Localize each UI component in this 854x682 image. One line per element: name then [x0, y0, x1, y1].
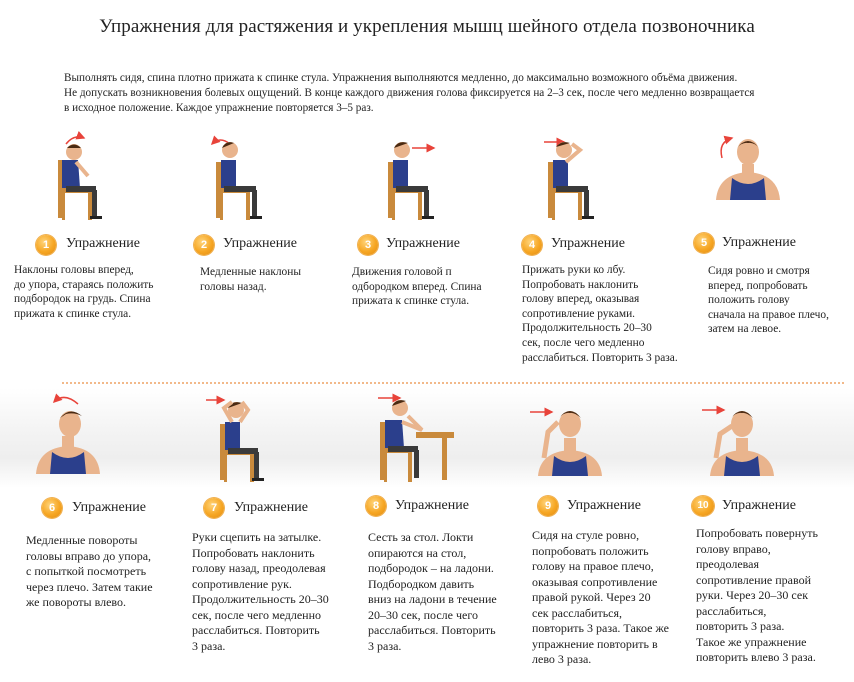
exercise-description: [200, 265, 301, 294]
exercise-3-illustration: [378, 130, 458, 225]
exercise-description: [532, 528, 669, 668]
description-line: сопротивление правой: [696, 572, 812, 587]
exercise-4-illustration: [534, 128, 614, 225]
description-line: правой рукой. Через 20: [532, 590, 651, 604]
exercise-description: [14, 263, 153, 321]
exercise-10-illustration: [702, 398, 782, 478]
description-line: Сидя ровно и смотря: [708, 265, 810, 277]
description-line: через плечо. Затем такие: [26, 579, 153, 594]
description-line: преодолевая: [696, 557, 760, 571]
description-line: Сидя на стуле ровно,: [532, 528, 640, 542]
description-line: лево 3 раза.: [532, 652, 592, 666]
description-line: голову вперед, оказывая: [522, 293, 640, 306]
exercise-heading: Упражнение: [567, 498, 641, 513]
description-line: подбородок – на ладони.: [368, 561, 494, 575]
description-line: руки. Через 20–30 сек: [696, 588, 809, 602]
description-line: Попробовать повернуть: [696, 526, 818, 540]
description-line: одбородком вперед. Спина: [352, 280, 482, 293]
description-line: сек расслабиться,: [532, 605, 623, 620]
description-line: Подбородком давить: [368, 576, 475, 591]
description-line: Наклоны головы вперед,: [14, 264, 134, 276]
exercise-heading: Упражнение: [551, 236, 625, 251]
description-line: Медленные повороты: [26, 533, 138, 547]
exercise-number-badge: 4: [522, 235, 542, 255]
description-line: повторить 3 раза. Такое же: [532, 621, 669, 635]
description-line: голову на правое плечо,: [532, 559, 654, 573]
exercise-heading: Упражнение: [234, 500, 308, 515]
exercise-heading: Упражнение: [722, 498, 796, 513]
intro-line: в исходное положение. Каждое упражнение повторяется 3–5 раз.: [64, 102, 374, 114]
description-line: Попробовать наклонить: [192, 545, 315, 560]
description-line: Сесть за стол. Локти: [368, 530, 474, 544]
description-line: упражнение повторить в: [532, 636, 658, 651]
exercise-heading: Упражнение: [395, 498, 469, 513]
exercise-description: [368, 530, 497, 654]
description-line: повторить 3 раза.: [696, 619, 785, 633]
description-line: попробовать положить: [532, 543, 649, 558]
description-line: прижата к спинке стула.: [352, 295, 470, 308]
description-line: Прижать руки ко лбу.: [522, 264, 626, 276]
exercise-heading: Упражнение: [223, 236, 297, 251]
exercise-number-badge: 1: [36, 235, 56, 255]
description-line: Продолжительность 20–30: [192, 592, 329, 606]
exercise-number-badge: 6: [42, 498, 62, 518]
description-line: затем на левое.: [708, 323, 782, 336]
exercise-number-badge: 3: [358, 235, 378, 255]
description-line: 3 раза.: [368, 638, 402, 653]
exercise-number-badge: 9: [538, 496, 558, 516]
description-line: сначала на правое плечо,: [708, 308, 829, 321]
description-line: расслабиться. Повторить 3 раза.: [522, 351, 678, 364]
exercise-description: [352, 265, 482, 309]
description-line: до упора, стараясь положить: [14, 278, 154, 291]
description-line: Руки сцепить на затылке.: [192, 530, 322, 544]
description-line: головы вправо до упора,: [26, 548, 152, 563]
description-line: Движения головой п: [352, 266, 452, 278]
exercise-number-badge: 7: [204, 498, 224, 518]
description-line: сопротивление рук.: [192, 576, 292, 591]
description-line: Такое же упражнение: [696, 634, 807, 649]
description-line: оказывая сопротивление: [532, 574, 658, 589]
exercise-9-illustration: [528, 398, 608, 478]
description-line: голову назад, преодолевая: [192, 561, 326, 575]
exercise-number-badge: 8: [366, 496, 386, 516]
description-line: Медленные наклоны: [200, 266, 301, 278]
description-line: же повороты влево.: [26, 595, 127, 609]
intro-text: [64, 71, 824, 116]
description-line: расслабиться,: [696, 603, 767, 618]
page-title: Упражнения для растяжения и укрепления мышц шейного отдела позвоночника: [99, 16, 755, 37]
description-line: опираются на стол,: [368, 545, 467, 560]
exercise-heading: Упражнение: [386, 236, 460, 251]
exercise-2-illustration: [200, 130, 280, 225]
exercise-number-badge: 10: [692, 496, 714, 516]
dotted-divider: [62, 382, 844, 384]
exercise-7-illustration: [200, 388, 280, 486]
description-line: сопротивление руками.: [522, 307, 636, 320]
description-line: 3 раза.: [192, 638, 226, 653]
exercise-heading: Упражнение: [72, 500, 146, 515]
description-line: Продолжительность 20–30: [522, 322, 652, 335]
description-line: сек, после чего медленно: [192, 607, 321, 622]
exercise-6-illustration: [30, 390, 110, 476]
exercise-description: [26, 533, 153, 611]
description-line: расслабиться. Повторить: [368, 623, 496, 637]
description-line: подбородок на грудь. Спина: [14, 293, 151, 306]
exercise-5-illustration: [708, 130, 788, 202]
description-line: голову вправо,: [696, 541, 771, 556]
description-line: 20–30 сек, после чего: [368, 607, 478, 622]
exercise-description: [192, 530, 329, 654]
exercise-number-badge: 2: [194, 235, 214, 255]
exercise-heading: Упражнение: [66, 236, 140, 251]
description-line: сек, после чего медленно: [522, 336, 645, 349]
exercise-number-badge: 5: [694, 233, 714, 253]
description-line: положить голову: [708, 294, 790, 307]
description-line: прижата к спинке стула.: [14, 307, 132, 320]
intro-line: Не допускать возникновения болевых ощущений. В конце каждого движения голова фиксируется на 2–3 сек, после чего медленно возвращается: [64, 87, 755, 99]
exercise-8-illustration: [372, 388, 456, 486]
description-line: головы назад.: [200, 280, 267, 293]
description-line: вперед, попробовать: [708, 279, 808, 292]
description-line: расслабиться. Повторить: [192, 623, 320, 637]
exercise-description: [522, 263, 678, 365]
description-line: Попробовать наклонить: [522, 278, 639, 291]
description-line: вниз на ладони в течение: [368, 592, 497, 606]
description-line: повторить влево 3 раза.: [696, 650, 816, 664]
intro-line: Выполнять сидя, спина плотно прижата к спинке стула. Упражнения выполняются медленно, до максимально возможного объёма движения.: [64, 72, 738, 84]
description-line: с попыткой посмотреть: [26, 564, 147, 578]
exercise-heading: Упражнение: [722, 235, 796, 250]
exercise-description: [696, 526, 818, 666]
exercise-description: [708, 264, 829, 337]
exercise-1-illustration: [44, 130, 124, 225]
